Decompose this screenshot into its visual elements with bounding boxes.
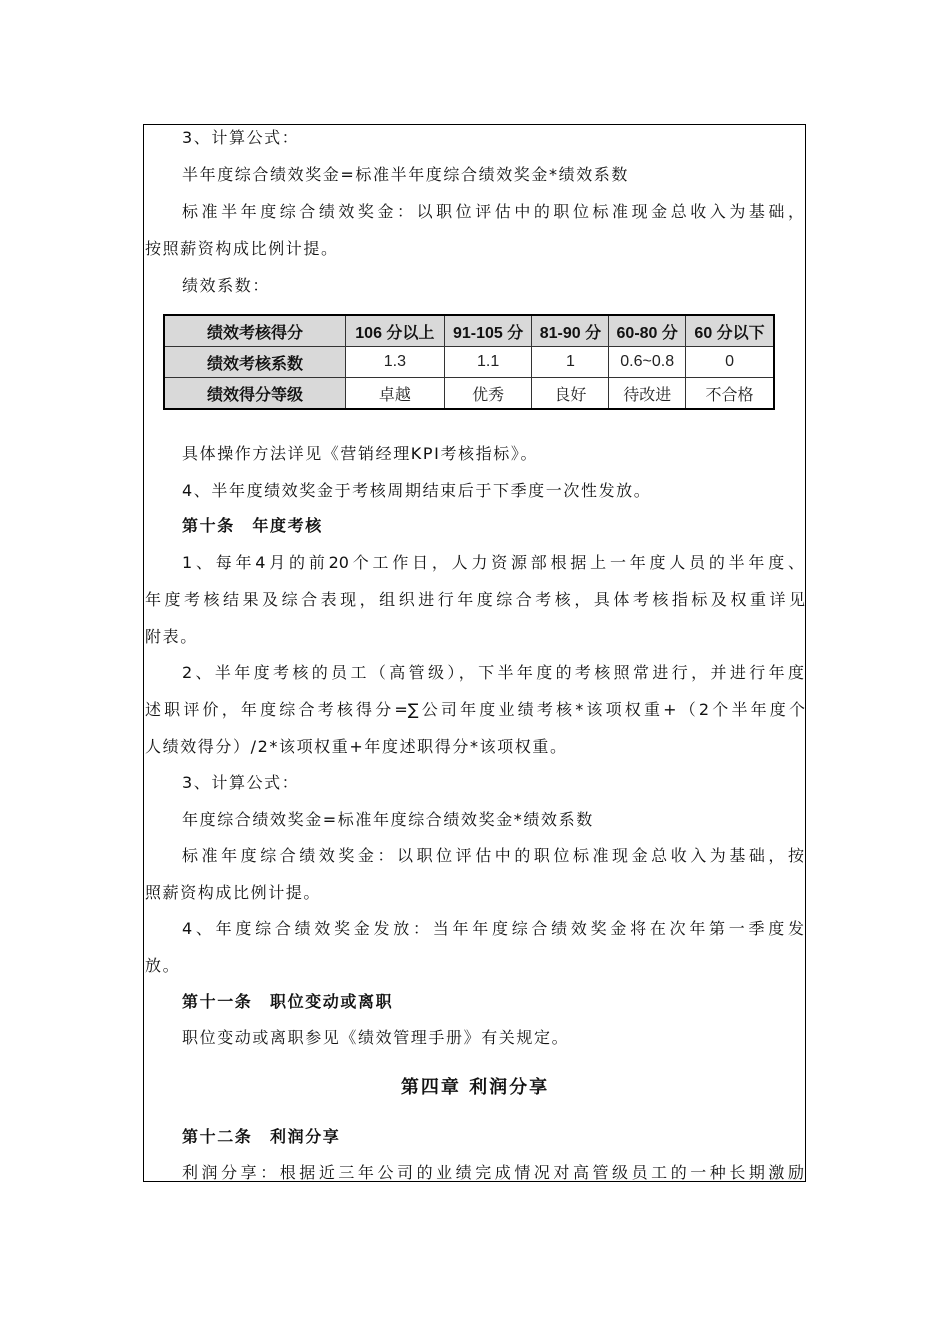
paragraph: 2、半年度考核的员工（高管级），下半年度的考核照常进行，并进行年度 [182,663,804,682]
paragraph: 职位变动或离职参见《绩效管理手册》有关规定。 [182,1028,570,1047]
paragraph: 人绩效得分）/2*该项权重+年度述职得分*该项权重。 [145,737,568,756]
table-header-cell: 106 分以上 [346,315,445,347]
table-header-cell: 91-105 分 [444,315,532,347]
table-cell: 1 [532,347,609,378]
paragraph: 具体操作方法详见《营销经理KPI考核指标》。 [182,444,539,463]
section-heading: 第十条 年度考核 [182,516,323,535]
table-cell: 待改进 [609,378,686,410]
paragraph: 年度综合绩效奖金=标准年度综合绩效奖金*绩效系数 [182,810,594,829]
paragraph: 标准年度综合绩效奖金：以职位评估中的职位标准现金总收入为基础，按 [182,846,804,865]
table-header-cell: 81-90 分 [532,315,609,347]
paragraph: 半年度综合绩效奖金=标准半年度综合绩效奖金*绩效系数 [182,165,630,184]
performance-coefficient-table [163,314,775,410]
paragraph: 4、年度综合绩效奖金发放：当年年度综合绩效奖金将在次年第一季度发 [182,919,804,938]
paragraph: 3、计算公式： [182,128,300,147]
table-header-row [164,315,774,347]
section-heading: 第十二条 利润分享 [182,1127,341,1146]
section-heading: 第十一条 职位变动或离职 [182,992,394,1011]
table-cell: 1.3 [346,347,445,378]
table-header-cell: 60-80 分 [609,315,686,347]
table-cell: 不合格 [686,378,774,410]
chapter-title: 第四章 利润分享 [400,1077,550,1098]
paragraph: 4、半年度绩效奖金于考核周期结束后于下季度一次性发放。 [182,481,652,500]
table-row [164,347,774,378]
paragraph: 放。 [145,956,181,975]
paragraph: 年度考核结果及综合表现，组织进行年度综合考核，具体考核指标及权重详见 [145,590,805,609]
paragraph: 述职评价，年度综合考核得分=∑公司年度业绩考核*该项权重+（2个半年度个 [145,700,805,719]
table-header-cell: 60 分以下 [686,315,774,347]
paragraph: 利润分享：根据近三年公司的业绩完成情况对高管级员工的一种长期激励 [182,1163,804,1182]
paragraph: 绩效系数： [182,276,271,295]
table-cell: 1.1 [444,347,532,378]
paragraph: 1、每年4月的前20个工作日，人力资源部根据上一年度人员的半年度、 [182,553,804,572]
table-cell: 优秀 [444,378,532,410]
table-cell: 卓越 [346,378,445,410]
table-cell: 0.6~0.8 [609,347,686,378]
table-row [164,378,774,410]
paragraph: 按照薪资构成比例计提。 [145,239,339,258]
paragraph: 标准半年度综合绩效奖金：以职位评估中的职位标准现金总收入为基础， [182,202,804,221]
table-cell: 良好 [532,378,609,410]
table-row-header: 绩效考核系数 [164,347,346,378]
table-cell: 0 [686,347,774,378]
paragraph: 附表。 [145,627,198,646]
table-row-header: 绩效得分等级 [164,378,346,410]
paragraph: 照薪资构成比例计提。 [145,883,322,902]
table-header-cell: 绩效考核得分 [164,315,346,347]
paragraph: 3、计算公式： [182,773,300,792]
